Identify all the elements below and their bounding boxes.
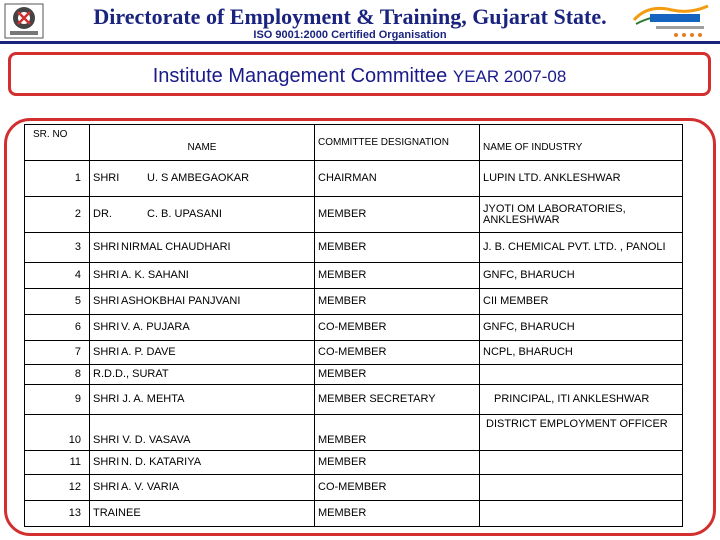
sr-no: 8 [25, 365, 90, 385]
name-prefix: SHRI [93, 481, 120, 493]
industry [480, 475, 683, 501]
sr-no: 11 [25, 451, 90, 475]
table-row [25, 385, 683, 415]
sr-no: 2 [25, 197, 90, 233]
header-industry: NAME OF INDUSTRY [480, 125, 683, 161]
name-prefix: SHRI [93, 321, 120, 333]
table-row [25, 315, 683, 341]
name-prefix: SHRI [93, 241, 120, 253]
member-name-cell [90, 263, 315, 289]
header-name: NAME [90, 125, 315, 161]
member-name-cell [90, 197, 315, 233]
industry: PRINCIPAL, ITI ANKLESHWAR [480, 385, 683, 415]
committee-table [24, 124, 683, 527]
member-name: N. D. KATARIYA [121, 456, 202, 468]
member-name-cell [90, 161, 315, 197]
table-row [25, 197, 683, 233]
sr-no: 3 [25, 233, 90, 263]
member-name: V. A. PUJARA [121, 321, 190, 333]
table-row [25, 289, 683, 315]
table-row [25, 263, 683, 289]
member-name: SHRI V. D. VASAVA [90, 415, 315, 451]
name-prefix: DR. [93, 208, 112, 220]
designation: MEMBER SECRETARY [315, 385, 480, 415]
title-box [8, 52, 711, 96]
table-row [25, 451, 683, 475]
member-name-cell [90, 315, 315, 341]
page-title-year: YEAR 2007-08 [452, 67, 567, 86]
industry [480, 451, 683, 475]
name-prefix: SHRI [93, 172, 120, 184]
page-title-main: Institute Management Committee [152, 65, 448, 87]
member-name: R.D.D., SURAT [90, 365, 315, 385]
member-name: TRAINEE [90, 501, 315, 527]
sr-no: 5 [25, 289, 90, 315]
designation: CO-MEMBER [315, 315, 480, 341]
sr-no: 9 [25, 385, 90, 415]
industry [480, 501, 683, 527]
member-name-cell [90, 289, 315, 315]
sr-no: 12 [25, 475, 90, 501]
designation: MEMBER [315, 289, 480, 315]
page-title [11, 65, 708, 88]
member-name: SHRI J. A. MEHTA [90, 385, 315, 415]
designation: MEMBER [315, 415, 480, 451]
industry [480, 365, 683, 385]
name-prefix: SHRI [93, 456, 120, 468]
name-prefix: SHRI [93, 269, 120, 281]
table-row [25, 341, 683, 365]
dget-emblem-icon [4, 3, 44, 39]
member-name: A. P. DAVE [121, 346, 176, 358]
header-designation: COMMITTEE DESIGNATION [315, 125, 480, 161]
sr-no: 7 [25, 341, 90, 365]
member-name: A. V. VARIA [121, 481, 180, 493]
table-row [25, 415, 683, 451]
designation: MEMBER [315, 197, 480, 233]
member-name: ASHOKBHAI PANJVANI [121, 295, 241, 307]
designation: CHAIRMAN [315, 161, 480, 197]
industry: J. B. CHEMICAL PVT. LTD. , PANOLI [480, 233, 683, 263]
designation: MEMBER [315, 233, 480, 263]
designation: CO-MEMBER [315, 475, 480, 501]
designation: MEMBER [315, 501, 480, 527]
name-prefix: SHRI [93, 295, 120, 307]
header-divider [0, 41, 720, 44]
member-name-cell [90, 451, 315, 475]
vibrant-gujarat-logo-icon [628, 2, 716, 40]
sr-no: 6 [25, 315, 90, 341]
sr-no: 13 [25, 501, 90, 527]
designation: MEMBER [315, 365, 480, 385]
member-name: C. B. UPASANI [147, 208, 222, 220]
table-row [25, 475, 683, 501]
designation: MEMBER [315, 451, 480, 475]
designation: CO-MEMBER [315, 341, 480, 365]
member-name-cell [90, 475, 315, 501]
table-row [25, 365, 683, 385]
industry: GNFC, BHARUCH [480, 315, 683, 341]
sr-no: 1 [25, 161, 90, 197]
designation: MEMBER [315, 263, 480, 289]
sr-no: 10 [25, 415, 90, 451]
header-sr-no: SR. NO [25, 125, 90, 161]
industry: GNFC, BHARUCH [480, 263, 683, 289]
member-name: NIRMAL CHAUDHARI [121, 241, 231, 253]
industry: LUPIN LTD. ANKLESHWAR [480, 161, 683, 197]
table-row [25, 161, 683, 197]
industry: DISTRICT EMPLOYMENT OFFICER [480, 415, 683, 451]
member-name: U. S AMBEGAOKAR [147, 172, 250, 184]
header-title: Directorate of Employment & Training, Gujarat State. [93, 4, 607, 29]
industry: NCPL, BHARUCH [480, 341, 683, 365]
member-name: A. K. SAHANI [121, 269, 189, 281]
sr-no: 4 [25, 263, 90, 289]
table-header-row [25, 125, 683, 161]
industry: CII MEMBER [480, 289, 683, 315]
table-row [25, 233, 683, 263]
member-name-cell [90, 233, 315, 263]
table-row [25, 501, 683, 527]
header-subtitle: ISO 9001:2000 Certified Organisation [253, 29, 447, 41]
member-name-cell [90, 341, 315, 365]
name-prefix: SHRI [93, 346, 120, 358]
industry: JYOTI OM LABORATORIES, ANKLESHWAR [480, 197, 683, 233]
header-banner [0, 0, 720, 42]
